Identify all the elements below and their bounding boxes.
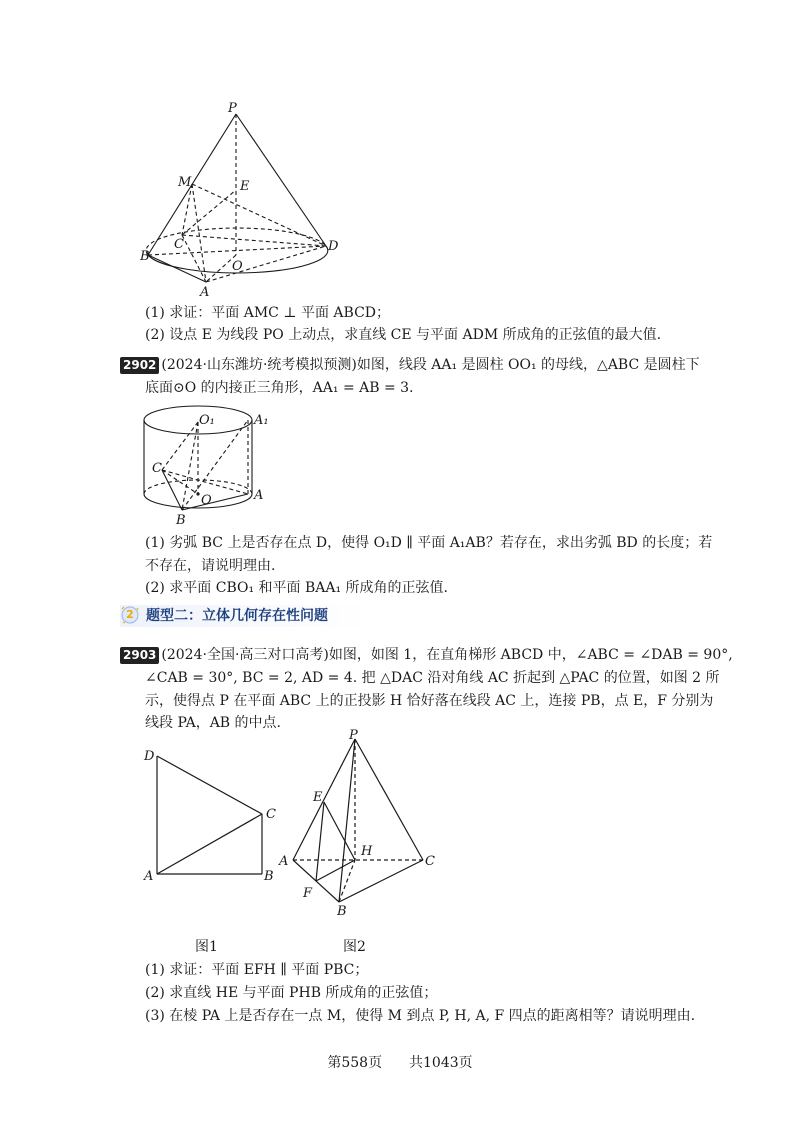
problem-2903-stem-line3: 示，使得点 P 在平面 ABC 上的正投影 H 恰好落在线段 AC 上，连接 PB，点 E，F 分别为 [145,693,714,709]
figure-2-pyramid [275,727,445,917]
section-number-badge: 2 [120,605,140,625]
label-B: B [264,869,274,884]
label-F: F [303,886,313,901]
label-M: M [178,175,192,190]
label-C: C [266,807,276,822]
problem-2903-question-3: (3) 在棱 PA 上是否存在一点 M，使得 M 到点 P, H, A, F 四点的距离相等？请说明理由. [145,1008,696,1024]
label-A: A [254,488,264,503]
p1-question-1: (1) 求证：平面 AMC ⊥ 平面 ABCD； [145,305,390,321]
page-total: 共1043页 [409,1055,473,1071]
figure-1-trapezoid [140,742,290,887]
label-D: D [144,749,155,764]
label-B: B [140,249,150,264]
cylinder-figure [138,400,278,530]
problem-2903-question-2: (2) 求直线 HE 与平面 PHB 所成角的正弦值； [145,985,438,1001]
label-H: H [361,844,373,859]
figure-2-caption: 图2 [343,939,366,955]
label-P: P [228,101,237,116]
problem-number-badge: 2902 [120,357,159,374]
label-A1: A₁ [254,413,269,428]
problem-number-badge: 2903 [120,647,159,664]
label-O: O [201,493,212,508]
problem-2903-text: (2024·全国·高三对口高考)如图，如图 1，在直角梯形 ABCD 中，∠ABC = ∠DAB = 90°, [161,647,733,663]
label-O: O [232,259,243,274]
label-A: A [200,285,210,300]
label-E: E [240,179,250,194]
label-B: B [176,513,186,528]
label-A: A [144,869,154,884]
label-E: E [313,790,323,805]
section-heading [120,605,370,627]
figure-1-caption: 图1 [195,939,218,955]
page-footer [0,1052,800,1072]
problem-2903-stem-line4: 线段 PA，AB 的中点. [145,715,281,731]
cone-figure [140,100,340,300]
label-O1: O₁ [199,413,215,428]
section-title: 题型二：立体几何存在性问题 [146,608,328,624]
label-C: C [152,461,162,476]
problem-2902-question-2: (2) 求平面 CBO₁ 和平面 BAA₁ 所成角的正弦值. [145,580,449,596]
problem-2902-stem-line2: 底面⊙O 的内接正三角形，AA₁ = AB = 3. [145,380,414,396]
problem-2902-question-1-line1: (1) 劣弧 BC 上是否存在点 D，使得 O₁D ∥ 平面 A₁AB？若存在，求出劣弧 BD 的长度；若 [145,535,713,551]
problem-2903-question-1: (1) 求证：平面 EFH ∥ 平面 PBC； [145,962,369,978]
label-C: C [425,854,435,869]
label-D: D [328,239,339,254]
page-number: 第558页 [327,1055,383,1071]
p1-question-2: (2) 设点 E 为线段 PO 上动点，求直线 CE 与平面 ADM 所成角的正弦值的最大值. [145,327,662,343]
label-B: B [337,904,347,917]
problem-2903-stem-line1 [120,645,733,665]
problem-2902-text: (2024·山东潍坊·统考模拟预测)如图，线段 AA₁ 是圆柱 OO₁ 的母线，△ABC 是圆柱下 [161,357,700,373]
problem-2903-stem-line2: ∠CAB = 30°, BC = 2, AD = 4. 把 △DAC 沿对角线 AC 折起到 △PAC 的位置，如图 2 所 [145,670,720,686]
label-C: C [174,237,184,252]
problem-2902-question-1-line2: 不存在，请说明理由. [145,558,276,574]
label-P: P [349,728,358,743]
label-A: A [279,854,289,869]
problem-2902-stem-line1 [120,355,700,375]
